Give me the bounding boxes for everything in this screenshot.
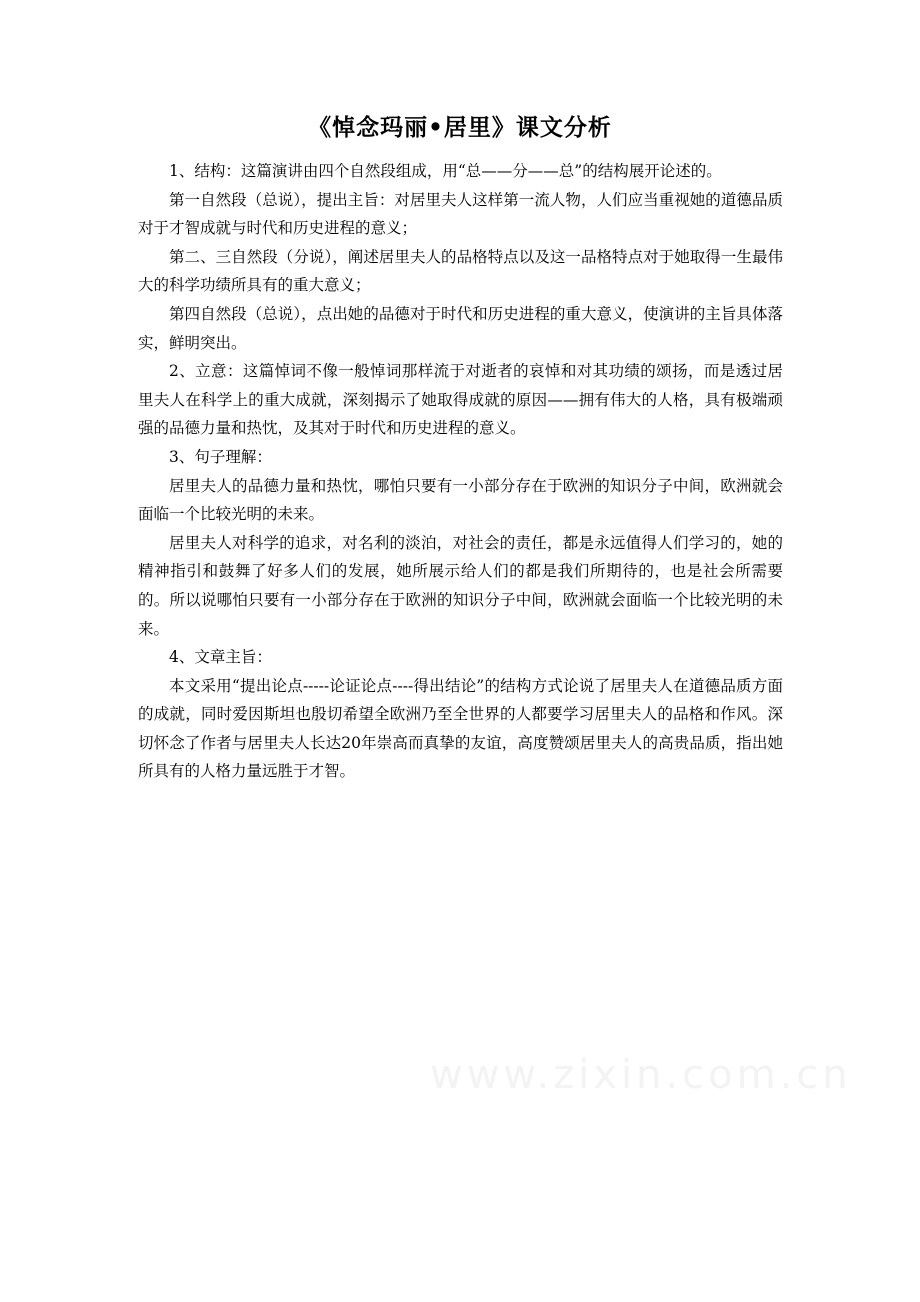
paragraph-intent: 2、立意：这篇悼词不像一般悼词那样流于对逝者的哀悼和对其功绩的颂扬，而是透过居里夫人在科学上的重大成就，深刻揭示了她取得成就的原因——拥有伟大的人格，具有极端顽强的品德力量和热忱，及其对于时代和历史进程的意义。	[138, 362, 783, 438]
paragraph-structure: 1、结构：这篇演讲由四个自然段组成，用“总——分——总”的结构展开论述的。	[169, 162, 722, 180]
paragraph-section-two-three: 第二、三自然段（分说），阐述居里夫人的品格特点以及这一品格特点对于她取得一生最伟大的科学功绩所具有的重大意义；	[138, 247, 783, 295]
heading-main-idea: 4、文章主旨：	[169, 648, 272, 667]
paragraph-section-one: 第一自然段（总说），提出主旨：对居里夫人这样第一流人物，人们应当重视她的道德品质对于才智成就与时代和历史进程的意义；	[138, 190, 783, 238]
watermark: www.zixin.com.cn	[430, 1052, 852, 1098]
heading-sentence-understanding: 3、句子理解：	[169, 447, 272, 466]
document-title: 《悼念玛丽•居里》课文分析	[308, 114, 612, 141]
paragraph-quote-explanation: 居里夫人对科学的追求，对名利的淡泊，对社会的责任，都是永远值得人们学习的，她的精神指引和鼓舞了好多人们的发展，她所展示给人们的都是我们所期待的，也是社会所需要的。所以说哪怕只要有一小部分存在于欧洲的知识分子中间，欧洲就会面临一个比较光明的未来。	[138, 533, 783, 638]
paragraph-section-four: 第四自然段（总说），点出她的品德对于时代和历史进程的重大意义，使演讲的主旨具体落实，鲜明突出。	[138, 304, 783, 352]
paragraph-quote: 居里夫人的品德力量和热忱，哪怕只要有一小部分存在于欧洲的知识分子中间，欧洲就会面临一个比较光明的未来。	[138, 476, 783, 524]
paragraph-main-idea: 本文采用“提出论点-----论证论点----得出结论”的结构方式论说了居里夫人在道德品质方面的成就，同时爱因斯坦也殷切希望全欧洲乃至全世界的人都要学习居里夫人的品格和作风。深切怀念了作者与居里夫人长达20年崇高而真挚的友谊，高度赞颂居里夫人的高贵品质，指出她所具有的人格力量远胜于才智。	[138, 676, 783, 781]
document-body	[138, 157, 783, 786]
